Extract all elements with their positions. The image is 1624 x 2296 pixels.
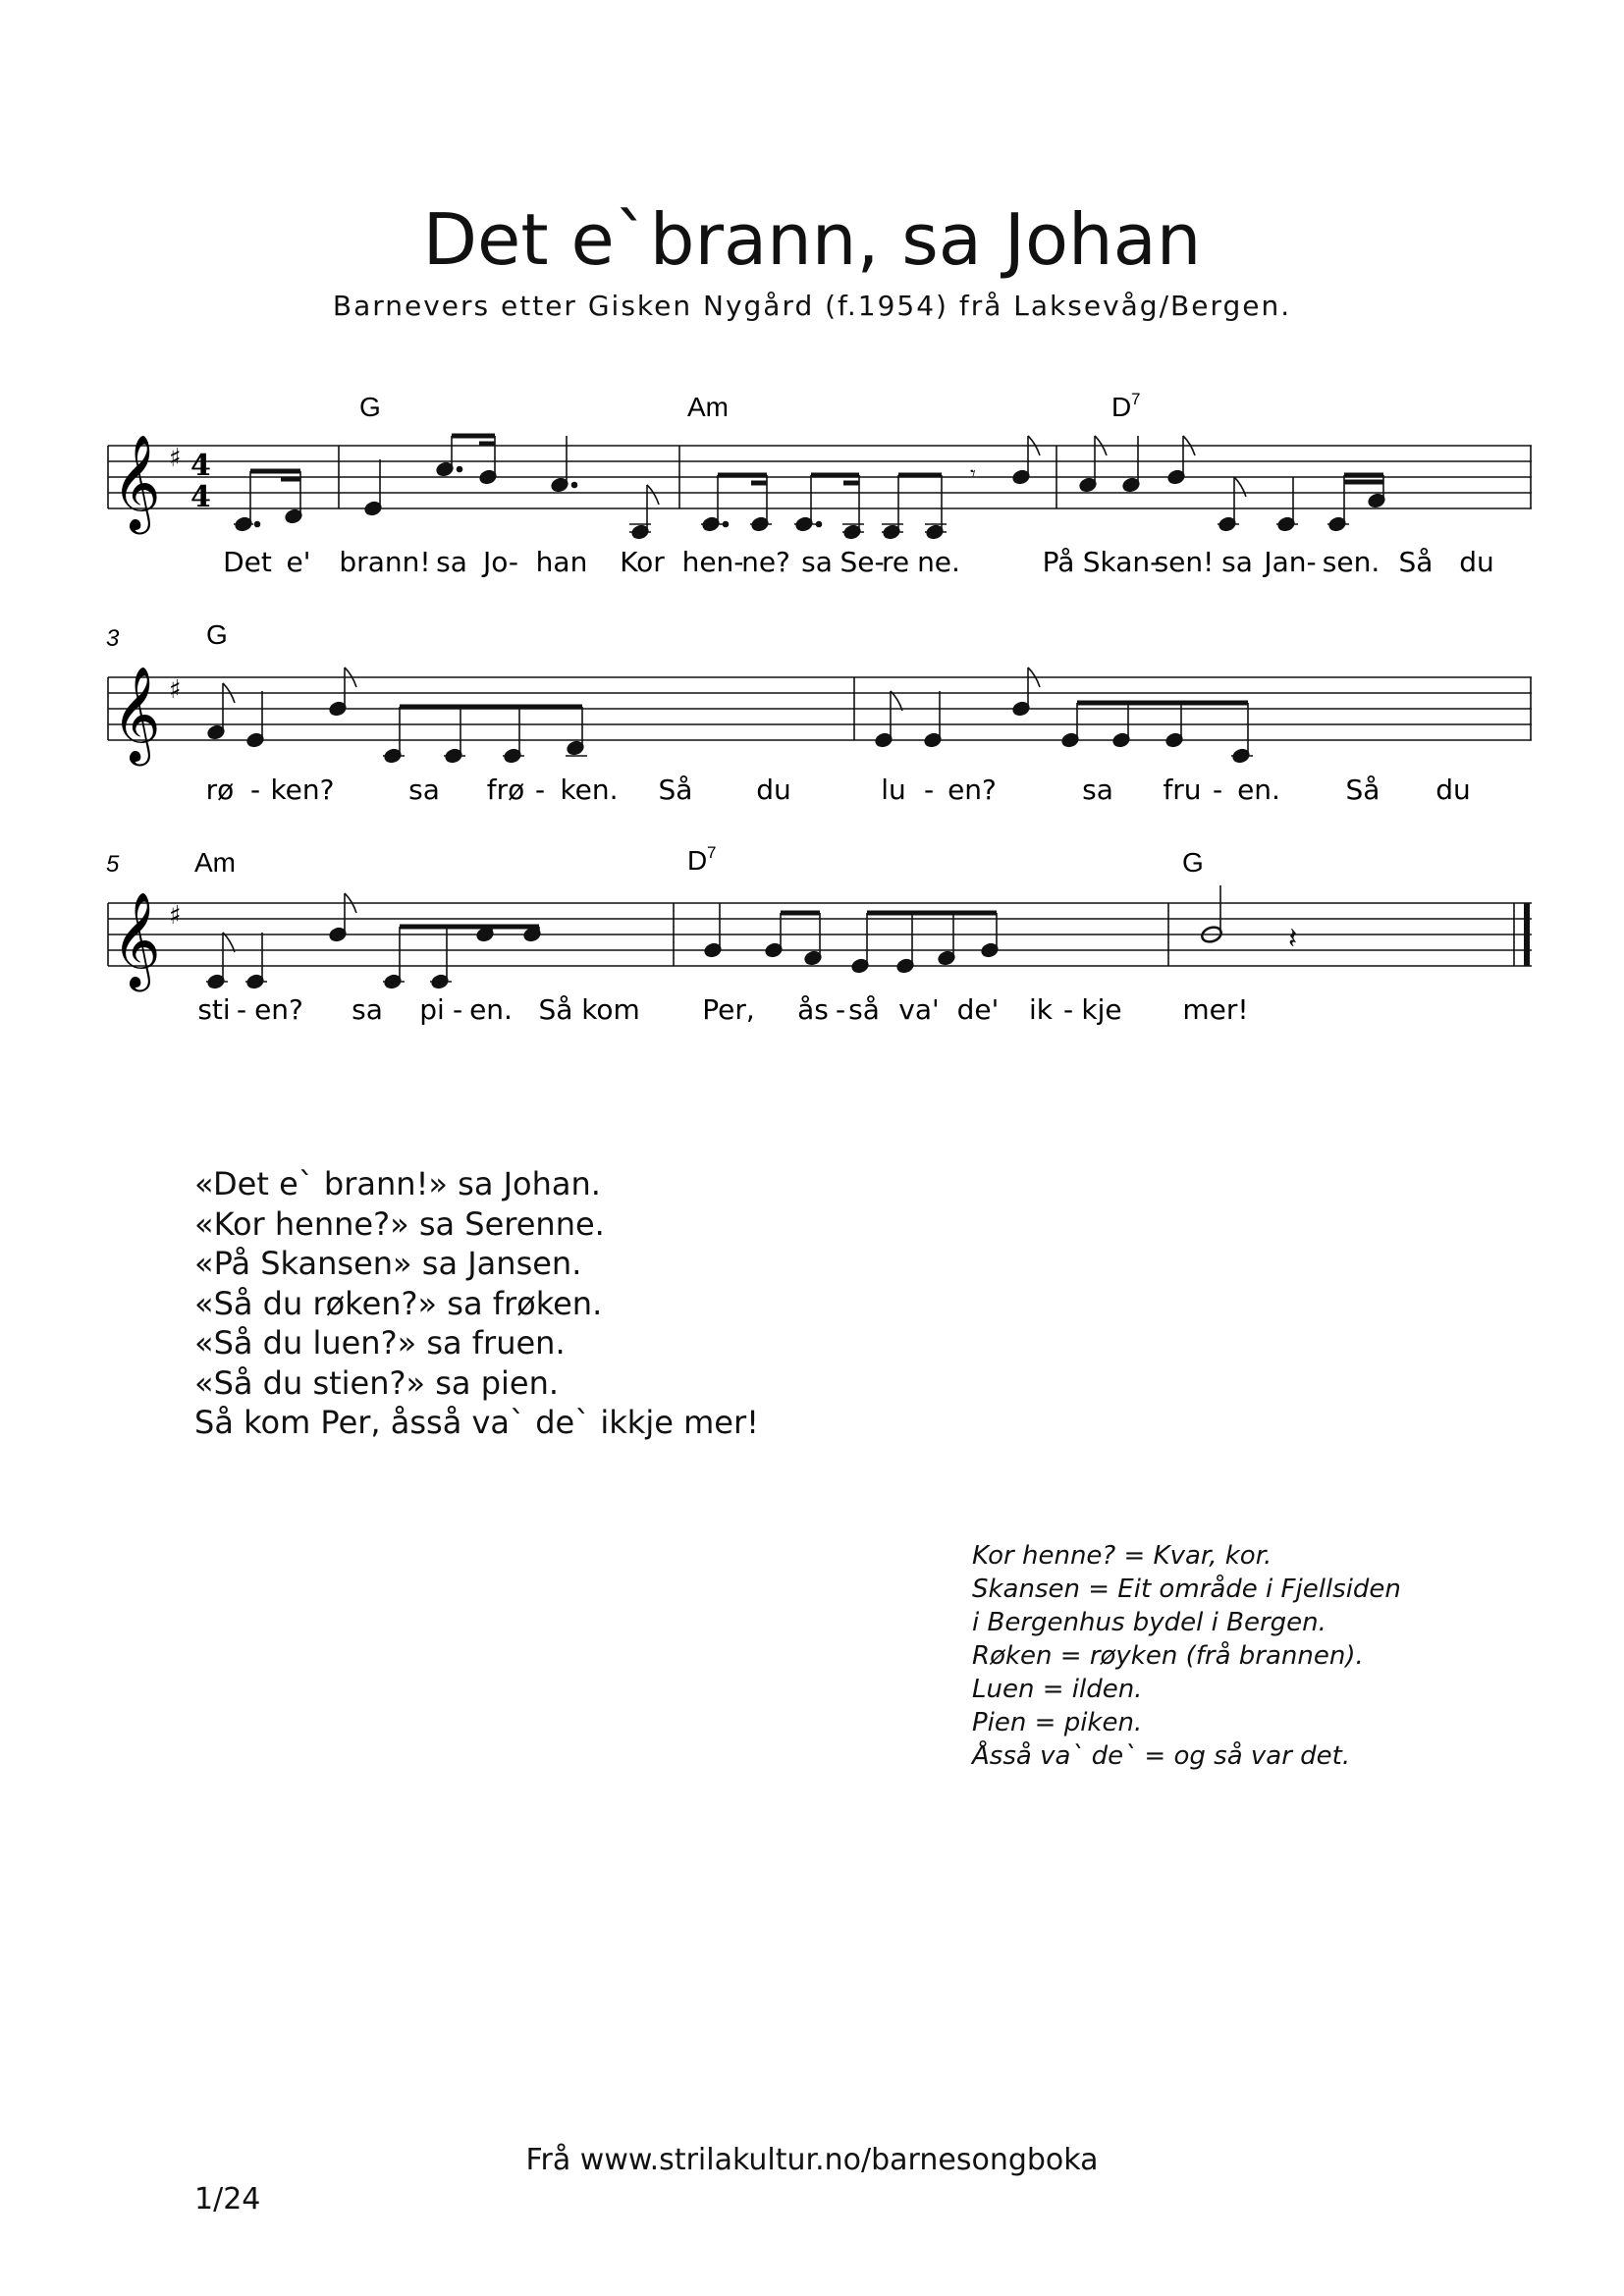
lyric-syllable: Jo-: [482, 546, 519, 578]
song-title: Det e`brann, sa Johan: [422, 198, 1202, 281]
glossary-line: i Bergenhus bydel i Bergen.: [972, 1608, 1326, 1637]
lyric-syllable: sen!: [1154, 546, 1215, 578]
lyric-syllable: -: [1062, 993, 1074, 1026]
lyric-syllable: va': [898, 993, 940, 1026]
lyric-syllable: -: [534, 774, 546, 806]
notes: [1200, 885, 1297, 956]
lyric-syllable: -: [1212, 774, 1223, 806]
notes: [701, 436, 1040, 540]
lyric-syllable: de': [956, 993, 1000, 1026]
lyric-syllable: Så: [1398, 546, 1434, 578]
verse-line: «På Skansen» sa Jansen.: [194, 1245, 582, 1282]
lyric-syllable: så: [848, 993, 880, 1026]
chord-symbols: [359, 390, 1140, 422]
notes: [206, 667, 587, 764]
time-signature-numerator: 4: [190, 449, 211, 483]
lyric-syllable: sa: [1221, 546, 1253, 578]
footer-source: Frå www.strilakultur.no/barnesongboka: [525, 2143, 1099, 2177]
lyric-syllable: du: [1459, 546, 1494, 578]
lyric-syllable: pi: [419, 993, 445, 1026]
lyrics: [206, 774, 1471, 806]
chord-symbols: [194, 843, 1204, 878]
lyric-syllable: kom: [581, 993, 640, 1026]
notes: [874, 667, 1253, 764]
lyric-syllable: han: [535, 546, 588, 578]
lyric-syllable: -: [452, 993, 463, 1026]
lyric-syllable: Se-: [839, 546, 885, 578]
lyric-syllable: sen.: [1322, 546, 1380, 578]
svg-text:𝄾: 𝄾: [970, 462, 976, 487]
lyric-syllable: kje: [1081, 993, 1122, 1026]
notes: [234, 471, 303, 532]
lyric-syllable: sti: [197, 993, 231, 1026]
chord-superscript: 7: [707, 843, 717, 862]
lyrics: [223, 546, 1494, 578]
chord-superscript: 7: [1131, 390, 1141, 408]
lyric-syllable: lu: [881, 774, 906, 806]
lyric-syllable: -: [835, 993, 846, 1026]
treble-clef-icon: 𝄞: [112, 434, 161, 530]
system-3: [106, 843, 1532, 1026]
notes: [363, 436, 659, 540]
lyric-syllable: ik: [1029, 993, 1053, 1026]
chord-symbols: [206, 619, 228, 650]
page-number: 1/24: [194, 2182, 261, 2216]
lyric-syllable: du: [756, 774, 791, 806]
lyric-syllable: Jan-: [1264, 546, 1317, 578]
glossary-line: Skansen = Eit område i Fjellsiden: [972, 1575, 1401, 1604]
lyric-syllable: rø: [205, 774, 235, 806]
lyric-syllable: Kor: [620, 546, 665, 578]
verse-line: «Så du luen?» sa fruen.: [194, 1324, 566, 1362]
lyric-syllable: ne?: [741, 546, 790, 578]
measure-number: 3: [106, 625, 120, 652]
lyric-syllable: en.: [469, 993, 513, 1026]
system-2: [106, 619, 1532, 806]
lyric-syllable: sa: [436, 546, 467, 578]
lyric-syllable: -: [249, 774, 261, 806]
lyric-syllable: sa: [801, 546, 833, 578]
chord-label: Am: [194, 847, 236, 878]
treble-clef-icon: 𝄞: [112, 666, 161, 762]
notes: [1078, 436, 1385, 532]
lyric-syllable: hen-: [681, 546, 744, 578]
lyric-syllable: Det: [223, 546, 272, 578]
system-1: [108, 390, 1532, 578]
chord-label: G: [1182, 847, 1204, 878]
glossary-notes: [972, 1539, 1401, 1773]
lyric-syllable: en?: [947, 774, 997, 806]
verse-line: «Det e` brann!» sa Johan.: [194, 1165, 601, 1202]
key-signature-sharp-icon: ♯: [169, 444, 182, 473]
lyric-syllable: ken.: [560, 774, 619, 806]
lyric-syllable: Så: [658, 774, 693, 806]
lyrics: [197, 993, 1248, 1026]
chord-label: D: [687, 845, 708, 876]
lyric-syllable: -: [923, 774, 935, 806]
lyric-syllable: ken?: [270, 774, 335, 806]
key-signature-sharp-icon: ♯: [169, 901, 182, 931]
lyric-syllable: du: [1435, 774, 1471, 806]
lyric-syllable: Så: [538, 993, 573, 1026]
verse-line: Så kom Per, åsså va` de` ikkje mer!: [194, 1404, 759, 1441]
lyric-syllable: e': [286, 546, 311, 578]
verse-line: «Så du røken?» sa frøken.: [194, 1284, 603, 1322]
lyric-syllable: re: [881, 546, 910, 578]
treble-clef-icon: 𝄞: [112, 891, 161, 988]
lyric-syllable: en?: [254, 993, 303, 1026]
lyric-syllable: Skan-: [1082, 546, 1161, 578]
glossary-line: Røken = røyken (frå brannen).: [972, 1641, 1364, 1671]
time-signature-denominator: 4: [190, 480, 211, 514]
key-signature-sharp-icon: ♯: [169, 675, 182, 705]
chord-label: D: [1111, 392, 1132, 422]
lyric-syllable: Per,: [702, 993, 755, 1026]
glossary-line: Luen = ilden.: [972, 1675, 1143, 1704]
lyric-syllable: sa: [352, 993, 383, 1026]
song-subtitle: Barnevers etter Gisken Nygård (f.1954) frå Laksevåg/Bergen.: [332, 290, 1292, 322]
lyric-syllable: ne.: [917, 546, 960, 578]
measure-number: 5: [106, 851, 120, 878]
lyric-syllable: frø: [486, 774, 525, 806]
lyric-syllable: mer!: [1182, 993, 1249, 1026]
notes: [703, 903, 999, 974]
chord-label: Am: [687, 392, 729, 422]
svg-text:𝄽: 𝄽: [1288, 922, 1298, 956]
glossary-line: Kor henne? = Kvar, kor.: [972, 1541, 1272, 1571]
chord-label: G: [359, 392, 381, 422]
glossary-line: Pien = piken.: [972, 1708, 1143, 1737]
lyric-syllable: Så: [1345, 774, 1380, 806]
lyric-syllable: ås: [797, 993, 829, 1026]
verse-line: «Kor henne?» sa Serenne.: [194, 1204, 605, 1243]
lyric-syllable: -: [236, 993, 247, 1026]
lyric-syllable: en.: [1237, 774, 1280, 806]
verse-line: «Så du stien?» sa pien.: [194, 1363, 560, 1402]
glossary-line: Åsså va` de` = og så var det.: [972, 1741, 1351, 1771]
chord-label: G: [206, 619, 228, 650]
lyric-syllable: På: [1042, 546, 1075, 578]
notes: [206, 893, 542, 989]
verse-text: [194, 1164, 759, 1443]
lyric-syllable: sa: [1082, 774, 1113, 806]
staff-lines: [108, 677, 1532, 740]
sheet-music: [98, 383, 1532, 1031]
lyric-syllable: fru: [1163, 774, 1202, 806]
lyric-syllable: brann!: [339, 546, 431, 578]
lyric-syllable: sa: [408, 774, 440, 806]
